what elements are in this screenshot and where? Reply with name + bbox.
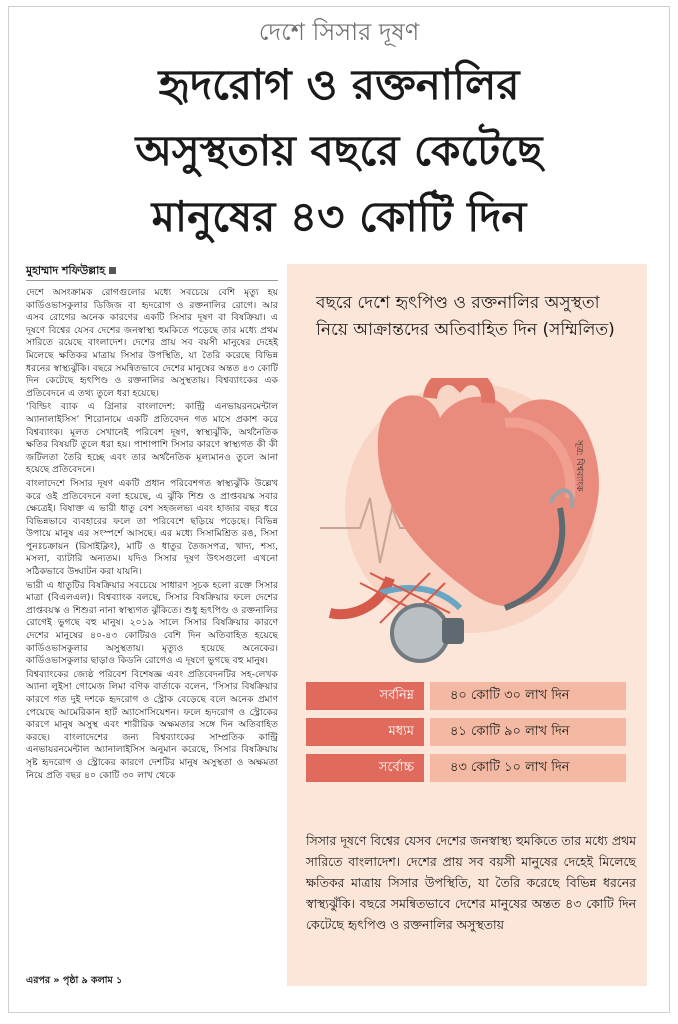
- row-label: সর্বনিম্ন: [306, 682, 424, 710]
- heart-stethoscope-illustration: [320, 378, 630, 668]
- byline-rule: [26, 280, 278, 281]
- table-row: [306, 682, 626, 710]
- table-row: [306, 754, 626, 782]
- paragraph: ‘বিল্ডিং ব্যাক এ গ্রিনার বাংলাদেশ: কান্ট্রি এনভায়রনমেন্টাল অ্যানালাইসিস’ শিরোনামে একটি প্রতিবেদন গত মাসে প্রকাশ করে বিশ্বব্যাংক। মূলত সেখানেই পরিবেশ দূষণ, স্বাস্থ্যঝুঁকি, অর্থনৈতিক ক্ষতির বিষয়টি তুলে ধরা হয়। পাশাপাশি সিসার কারণে স্বাস্থ্যগত কী কী জটিলতা তৈরি হচ্ছে এবং তার অর্থনৈতিক মূল্যমানও তুলে আনা হয়েছে প্রতিবেদনে।: [26, 401, 278, 476]
- row-label: মধ্যম: [306, 718, 424, 746]
- row-value: ৪১ কোটি ৯০ লাখ দিন: [430, 718, 626, 746]
- infographic-summary: সিসার দূষণে বিশ্বের যেসব দেশের জনস্বাস্থ্য হুমকিতে তার মধ্যে প্রথম সারিতে বাংলাদেশ। দেশের প্রায় সব বয়সী মানুষের দেহেই মিলেছে ক্ষতিকর মাত্রায় সিসার উপস্থিতি, যা তৈরি করেছে বিভিন্ন ধরনের স্বাস্থ্যঝুঁকি। বছরে সমন্বিতভাবে দেশের মানুষের অন্তত ৪৩ কোটি দিন কেটেছে হৃৎপিণ্ড ও রক্তনালির অসুস্থতায়: [306, 833, 636, 932]
- stethoscope-chestpiece-icon: [392, 605, 448, 661]
- paragraph: বিশ্বব্যাংকের জ্যেষ্ঠ পরিবেশ বিশেষজ্ঞ এবং প্রতিবেদনটির সহ-লেখক অ্যানা লুইসা গোমেজ লিমা বণিক বার্তাকে বলেন, ‘সিসার বিষক্রিয়ার কারণে গত দুই দশকে হৃদরোগ ও স্ট্রোক বেড়েছে বলে অনেক প্রমাণ পেয়েছে আমেরিকান হার্ট অ্যাসোসিয়েশন। ফলে হৃদরোগ ও স্ট্রোকের কারণে মানুষ অসুস্থ এবং শারীরিক অক্ষমতার সঙ্গে দিন অতিবাহিত করছে। বাংলাদেশের জন্য বিশ্বব্যাংকের সাম্প্রতিক কান্ট্রি এনভায়রনমেন্টাল অ্যানালাইসিস অনুমান করেছে, সিসার বিষক্রিয়ায় সৃষ্ট হৃদরোগ ও স্ট্রোকের কারণে দেশটির মানুষ অসুস্থতা ও অক্ষমতা নিয়ে প্রতি বছর ৪০ কোটি ৩০ লাখ থেকে: [26, 668, 278, 781]
- paragraph: দেশে অসংক্রামক রোগগুলোর মধ্যে সবচেয়ে বেশি মৃত্যু হয় কার্ডিওভাসকুলার ডিজিজ বা হৃদরোগ ও রক্তনালির রোগে। আর এসব রোগের অনেক কারণের একটি সিসার দূষণ বা বিষক্রিয়া। এ দূষণে বিশ্বের যেসব দেশের জনস্বাস্থ্য হুমকিতে পড়েছে তার মধ্যে প্রথম সারিতে রয়েছে বাংলাদেশ। দেশের প্রায় সব বয়সী মানুষের দেহেই মিলেছে ক্ষতিকর মাত্রায় সিসার উপস্থিতি, যা তৈরি করেছে বিভিন্ন ধরনের স্বাস্থ্যঝুঁকি। বছরে সমন্বিতভাবে দেশের মানুষের অন্তত ৪৩ কোটি দিন কেটেছে হৃৎপিণ্ড ও রক্তনালির অসুস্থতায়। বিশ্বব্যাংকের এক প্রতিবেদনে এ তথ্য তুলে ধরা হয়েছে।: [26, 287, 278, 399]
- stethoscope-stem-icon: [442, 618, 464, 644]
- article-body: [26, 287, 278, 965]
- infographic-title: বছরে দেশে হৃৎপিণ্ড ও রক্তনালির অসুস্থতা নিয়ে আক্রান্তদের অতিবাহিত দিন (সম্মিলিত): [316, 293, 615, 340]
- row-label: সর্বোচ্চ: [306, 754, 424, 782]
- paragraph: ভারী এ ধাতুটির বিষক্রিয়ার সবচেয়ে সাধারণ সূচক হলো রক্তে সিসার মাত্রা (বিএলএল)। বিশ্বব্যাংক বলছে, সিসার বিষক্রিয়ার ফলে দেশের প্রাপ্তবয়স্ক ও শিশুরা নানা স্বাস্থ্যগত ঝুঁকিতে। শুধু হৃৎপিণ্ড ও রক্তনালির রোগেই ভুগছে বহু মানুষ। ২০১৯ সালে সিসার বিষক্রিয়ার কারণে দেশের মানুষের ৪০-৪৩ কোটিরও বেশি দিন অতিবাহিত হয়েছে কার্ডিওভাসকুলার অসুস্থতায়। মৃত্যুও হয়েছে অনেকের। কার্ডিওভাসকুলার ছাড়াও কিডনি রোগেও এ দূষণে ভুগছে বহু মানুষ।: [26, 579, 278, 667]
- byline-square-icon: [109, 267, 116, 274]
- row-value: ৪০ কোটি ৩০ লাখ দিন: [430, 682, 626, 710]
- headline: [0, 52, 678, 250]
- row-value: ৪৩ কোটি ১০ লাখ দিন: [430, 754, 626, 782]
- headline-line-1: হৃদরোগ ও রক্তনালির: [158, 60, 520, 109]
- estimate-table: [306, 682, 626, 790]
- paragraph: বাংলাদেশে সিসার দূষণ একটি প্রধান পরিবেশগত স্বাস্থ্যঝুঁকি উল্লেখ করে ওই প্রতিবেদনে বলা হয়েছে, এ ঝুঁকি শিশু ও প্রাপ্তবয়স্ক সবার ক্ষেত্রেই। বিষাক্ত এ ভারী ধাতু বেশ সহজলভ্য এবং হাজার বছর ধরে বিভিন্নভাবে ব্যবহারের ফলে তা পরিবেশে ছড়িয়ে পড়েছে। বিভিন্ন উপায়ে মানুষ এর সংস্পর্শে আসছে। এর মধ্যে সিসামিশ্রিত রঙ, সিসা পুনঃচক্রায়ন (রিসাইক্লিং), মাটি ও ধাতুর তৈজসপত্র, খাদ্য, শস্য, মসলা, ব্যাটারি অন্যতম। যদিও সিসার দূষণ উৎসগুলো এখনো সঠিকভাবে উদ্ঘাটন করা যায়নি।: [26, 477, 278, 578]
- headline-line-2: অসুস্থতায় বছরে কেটেছে: [135, 126, 543, 175]
- continuation-note: এরপর » পৃষ্ঠা ৯ কলাম ১: [26, 975, 123, 986]
- table-row: [306, 718, 626, 746]
- kicker: দেশে সিসার দূষণ: [258, 18, 420, 46]
- byline: [26, 262, 276, 281]
- source-note: সূত্র: বিশ্বব্যাংক: [574, 440, 584, 492]
- headline-line-3: মানুষের ৪৩ কোটি দিন: [151, 192, 527, 241]
- author-name: মুহাম্মাদ শফিউল্লাহ: [26, 264, 106, 277]
